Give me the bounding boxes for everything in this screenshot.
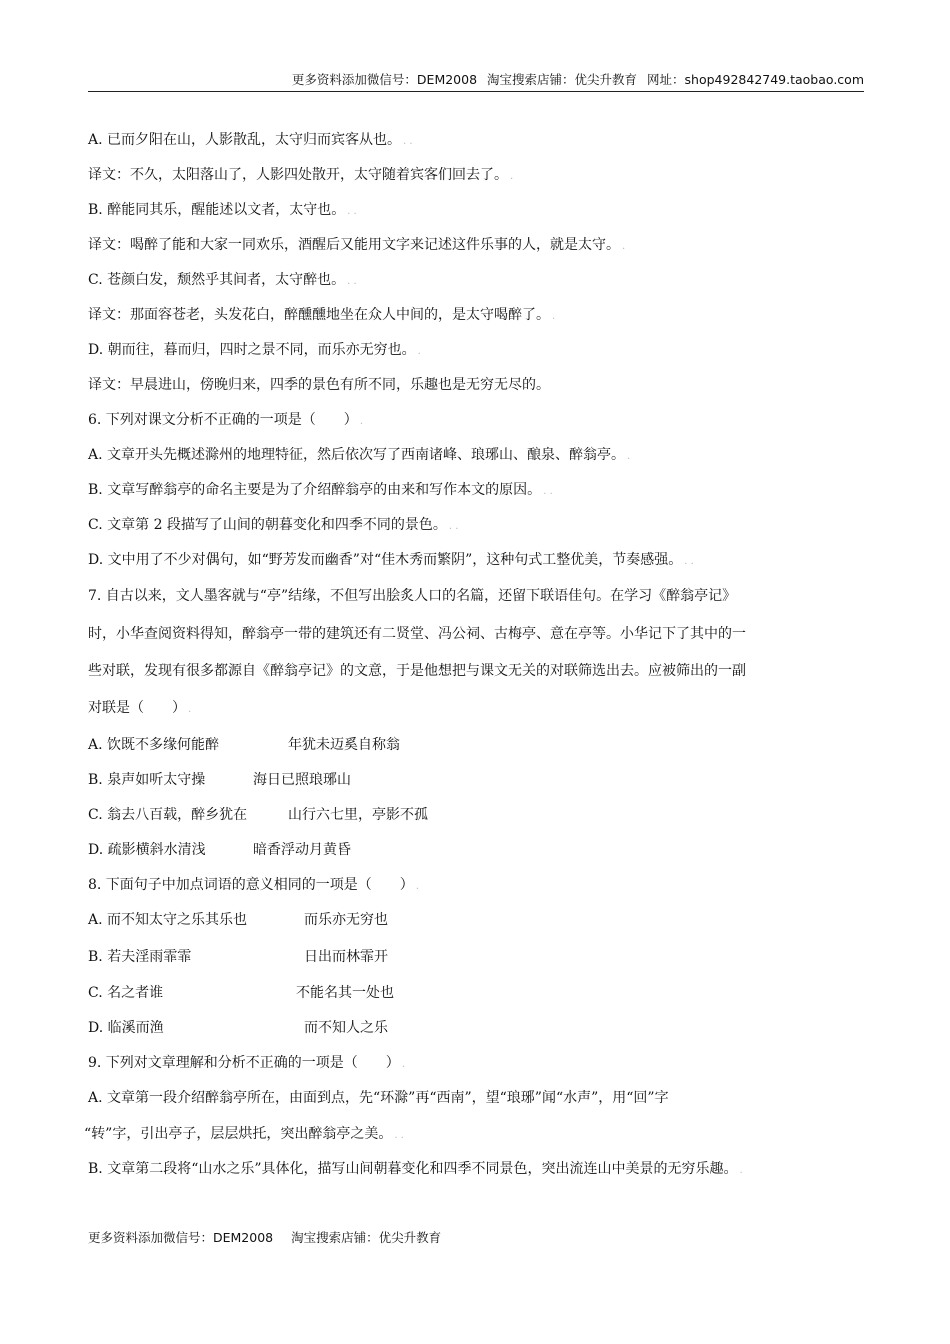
text-line: 时，小华查阅资料得知，醉翁亭一带的建筑还有二贤堂、冯公祠、古梅亭、意在亭等。小华记下了其中的一 bbox=[88, 626, 746, 642]
text-line: 些对联，发现有很多都源自《醉翁亭记》的文意，于是他想把与课文无关的对联筛选出去。应被筛出的一副 bbox=[88, 663, 746, 679]
option-line: D. 临溪而渔 而不知人之乐 bbox=[88, 1020, 388, 1036]
text-line: 译文：不久，太阳落山了，人影四处散开，太守随着宾客们回去了。 . bbox=[88, 167, 514, 183]
page-header bbox=[88, 70, 864, 92]
question-6: 6. 下列对课文分析不正确的一项是（ ） . bbox=[88, 412, 363, 428]
header-url: 网址：shop492842749.taobao.com bbox=[647, 72, 864, 87]
option-line: B. 文章第二段将“山水之乐”具体化，描写山间朝暮变化和四季不同景色，突出流连山中美景的无穷乐趣。 . bbox=[88, 1161, 743, 1177]
option-line: B. 若夫淫雨霏霏 日出而林霏开 bbox=[88, 949, 388, 965]
footer-wechat: 更多资料添加微信号：DEM2008 bbox=[88, 1230, 274, 1245]
question-7: 7. 自古以来，文人墨客就与“亭”结缘，不但写出脍炙人口的名篇，还留下联语佳句。在学习《醉翁亭记》 bbox=[88, 588, 737, 604]
text-line: A. 已而夕阳在山，人影散乱，太守归而宾客从也。 . . bbox=[88, 132, 413, 148]
text-line: B. 醉能同其乐，醒能述以文者，太守也。 . . bbox=[88, 202, 357, 218]
option-line: A. 文章第一段介绍醉翁亭所在，由面到点，先“环滁”再“西南”，望“琅琊”闻“水声”，用“回”字 bbox=[88, 1090, 669, 1106]
couplet-line: C. 翁去八百载，醉乡犹在 山行六七里，亭影不孤 bbox=[88, 807, 428, 823]
text-line: 译文：那面容苍老，头发花白，醉醺醺地坐在众人中间的，是太守喝醉了。 . bbox=[88, 307, 556, 323]
option-line: “转”字，引出亭子，层层烘托，突出醉翁亭之美。 . . bbox=[84, 1126, 404, 1142]
page-footer bbox=[88, 1228, 455, 1246]
couplet-line: D. 疏影横斜水清浅 暗香浮动月黄昏 bbox=[88, 842, 351, 858]
option-line: D. 文中用了不少对偶句，如“野芳发而幽香”对“佳木秀而繁阴”，这种句式工整优美，节奏感强。 . . bbox=[88, 552, 694, 568]
question-8: 8. 下面句子中加点词语的意义相同的一项是（ ） . bbox=[88, 877, 419, 893]
couplet-line: B. 泉声如听太守操 海日已照琅琊山 bbox=[88, 772, 351, 788]
header-shop: 淘宝搜索店铺：优尖升教育 bbox=[487, 72, 638, 87]
header-wechat: 更多资料添加微信号：DEM2008 bbox=[291, 72, 478, 87]
option-line: A. 文章开头先概述滁州的地理特征，然后依次写了西南诸峰、琅琊山、酿泉、醉翁亭。 . bbox=[88, 447, 631, 463]
option-line: C. 文章第 2 段描写了山间的朝暮变化和四季不同的景色。 . . bbox=[88, 517, 459, 533]
couplet-line: A. 饮既不多缘何能醉 年犹未迈奚自称翁 bbox=[88, 737, 400, 753]
option-line: A. 而不知太守之乐其乐也 而乐亦无穷也 bbox=[88, 912, 388, 928]
footer-shop: 淘宝搜索店铺：优尖升教育 bbox=[291, 1230, 442, 1245]
option-line: B. 文章写醉翁亭的命名主要是为了介绍醉翁亭的由来和写作本文的原因。 . . bbox=[88, 482, 553, 498]
question-9: 9. 下列对文章理解和分析不正确的一项是（ ） . bbox=[88, 1055, 405, 1071]
text-line: D. 朝而往，暮而归，四时之景不同，而乐亦无穷也。 . bbox=[88, 342, 421, 358]
option-line: C. 名之者谁 不能名其一处也 bbox=[88, 985, 394, 1001]
text-line: 译文：喝醉了能和大家一同欢乐，酒醒后又能用文字来记述这件乐事的人，就是太守。 . bbox=[88, 237, 626, 253]
text-line: C. 苍颜白发，颓然乎其间者，太守醉也。 . . bbox=[88, 272, 357, 288]
text-line: 对联是（ ） . bbox=[88, 700, 192, 716]
text-line: 译文：早晨进山，傍晚归来，四季的景色有所不同，乐趣也是无穷无尽的。 bbox=[88, 377, 550, 393]
